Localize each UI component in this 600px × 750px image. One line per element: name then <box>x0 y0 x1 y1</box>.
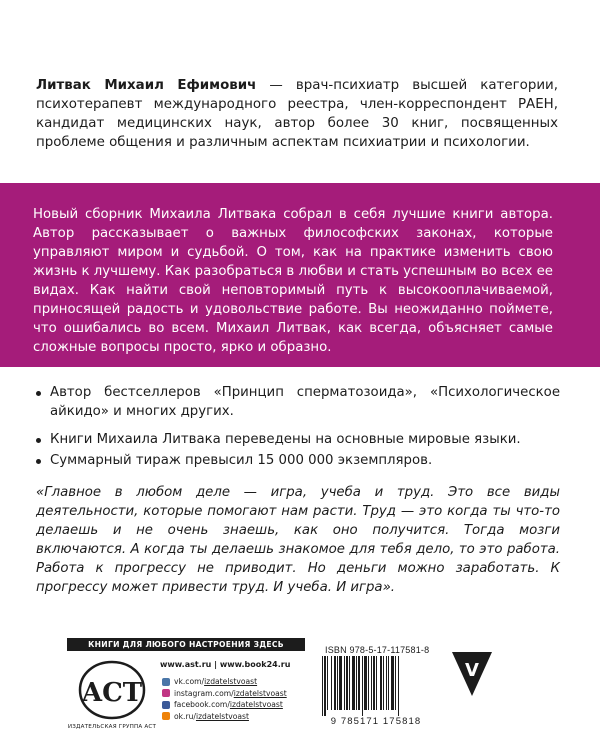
barcode-bar <box>364 656 367 710</box>
social-link-facebook[interactable] <box>162 699 287 711</box>
barcode-bar <box>327 656 328 710</box>
fact-item <box>36 431 560 450</box>
author-bio <box>36 76 558 152</box>
barcode-bar <box>356 656 357 710</box>
barcode-bar <box>346 656 348 710</box>
barcode-bar <box>349 656 350 710</box>
facts-list <box>36 384 560 480</box>
vk-icon <box>162 678 170 686</box>
barcode-bar <box>324 656 326 716</box>
barcode-bar <box>362 656 363 716</box>
tagline-bar: КНИГИ ДЛЯ ЛЮБОГО НАСТРОЕНИЯ ЗДЕСЬ <box>67 638 305 651</box>
facebook-icon <box>162 701 170 709</box>
barcode-bar <box>376 656 377 710</box>
barcode-bar <box>337 656 338 710</box>
instagram-icon <box>162 689 170 697</box>
barcode-bar <box>391 656 394 710</box>
social-handle: izdatelstvoast <box>204 677 258 687</box>
social-link-vk[interactable] <box>162 676 287 688</box>
social-handle: izdatelstvoast <box>233 688 287 698</box>
bullet-icon <box>36 391 41 396</box>
barcode-bar <box>380 656 382 710</box>
description-block <box>0 183 600 367</box>
publisher-name: ИЗДАТЕЛЬСКАЯ ГРУППА АСТ <box>67 724 157 730</box>
barcode-bar <box>373 656 375 710</box>
bullet-icon <box>36 438 41 443</box>
barcode-bar <box>395 656 396 710</box>
barcode-bar <box>358 656 360 710</box>
imprint-logo <box>450 650 494 698</box>
barcode-bar <box>322 656 323 716</box>
author-name: Литвак Михаил Ефимович <box>36 78 257 93</box>
social-links <box>162 676 287 722</box>
barcode-bar <box>344 656 345 710</box>
barcode-bar <box>352 656 355 710</box>
imprint-logo-text: V <box>465 660 479 681</box>
barcode-bar <box>334 656 336 710</box>
barcode-bar <box>339 656 342 710</box>
barcode-bar <box>386 656 387 710</box>
publisher-logo-text: ACT <box>81 678 143 708</box>
bullet-icon <box>36 459 41 464</box>
fact-item <box>36 452 560 471</box>
barcode-bar <box>383 656 384 710</box>
barcode-bar <box>331 656 332 710</box>
author-quote: «Главное в любом деле — игра, учеба и труд. Это все виды деятельности, которые помогают нам расти. Труд — это когда ты что-то делаешь и не очень знаешь, как оно получится. Тогда мозги включаются. А когда ты делаешь знакомое для тебя дело, то это работа. Работа к прогрессу не приводит. Но деньги можно заработать. К прогрессу может привести труд. И учеба. И игра». <box>36 485 560 595</box>
social-prefix: instagram.com/ <box>174 688 234 698</box>
social-link-instagram[interactable] <box>162 688 287 700</box>
barcode-bar <box>398 656 399 716</box>
barcode-number: 9 785171 175818 <box>330 716 422 727</box>
websites: www.ast.ru | www.book24.ru <box>160 660 291 669</box>
social-prefix: vk.com/ <box>174 677 205 687</box>
barcode-bar <box>368 656 369 710</box>
fact-text: Суммарный тираж превысил 15 000 000 экземпляров. <box>50 452 433 468</box>
social-prefix: facebook.com/ <box>174 700 230 710</box>
publisher-logo <box>72 660 152 724</box>
ok-icon <box>162 712 170 720</box>
author-bio-text: — врач-психиатр высшей категории, психотерапевт международного реестра, член-корреспондент РАЕН, кандидат медицинских наук, автор более 30 книг, посвященных проблеме общения и различным аспектам психиатрии и психологии. <box>36 78 558 150</box>
barcode <box>320 656 432 716</box>
fact-text: Книги Михаила Литвака переведены на основные мировые языки. <box>50 432 521 447</box>
fact-text: Автор бестселлеров «Принцип сперматозоида», «Психологическое айкидо» и многих других. <box>50 385 560 419</box>
barcode-bar <box>388 656 389 710</box>
isbn: ISBN 978-5-17-117581-8 <box>325 645 430 655</box>
social-link-ok[interactable] <box>162 711 287 723</box>
social-prefix: ok.ru/ <box>174 711 196 721</box>
description-text: Новый сборник Михаила Литвака собрал в себя лучшие книги автора. Автор рассказывает о важных философских законах, которые управляют миром и судьбой. О том, как на практике изменить свою жизнь к лучшему. Как разобраться в любви и стать успешным во всех ее видах. Как найти свой неповторимый путь к высокооплачиваемой, приносящей радость и удовольствие работе. Вы неожиданно поймете, что ошибались во всем. Михаил Литвак, как всегда, объясняет самые сложные вопросы просто, ярко и образно. <box>33 207 553 355</box>
fact-item <box>36 384 560 421</box>
barcode-bar <box>371 656 372 710</box>
social-handle: izdatelstvoast <box>195 711 249 721</box>
social-handle: izdatelstvoast <box>229 700 283 710</box>
